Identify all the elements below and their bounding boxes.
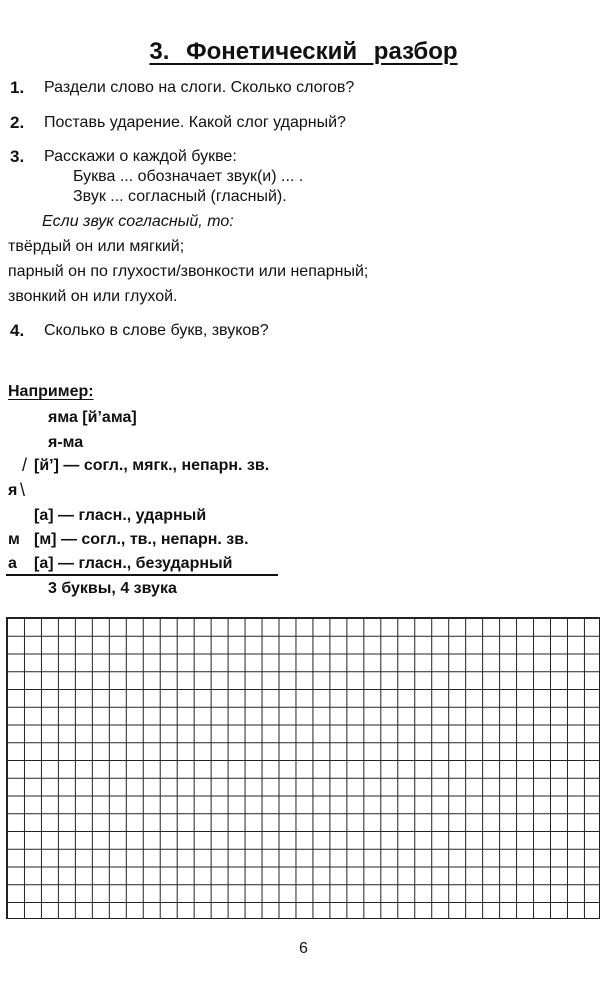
question-number: 4. [10, 321, 25, 340]
page-number: 6 [299, 940, 308, 957]
analysis-row-letter: м [8, 531, 20, 548]
analysis-row-letter: а [8, 555, 17, 572]
question-text: Раздели слово на слоги. Сколько слогов? [44, 79, 355, 96]
branch-backslash-icon: \ [20, 480, 26, 500]
question-text: Поставь ударение. Какой слог ударный? [44, 114, 346, 131]
question-text: Расскажи о каждой букве: [44, 148, 237, 165]
page-title: 3. Фонетический разбор [149, 38, 458, 65]
example-summary: 3 буквы, 4 звука [48, 580, 177, 597]
question-number: 1. [10, 78, 25, 97]
divider-rule [6, 574, 278, 576]
analysis-row-text: [а] — гласн., ударный [34, 507, 207, 524]
sound-line: Звук ... согласный (гласный). [73, 188, 287, 205]
if-consonant-line: Если звук согласный, то: [42, 213, 234, 230]
question-text: Сколько в слове букв, звуков? [44, 322, 269, 339]
question-number: 3. [10, 147, 25, 166]
writing-grid[interactable] [6, 617, 600, 919]
question-number: 2. [10, 113, 25, 132]
example-word: яма [й’ама] [48, 409, 137, 426]
consonant-prop: парный он по глухости/звонкости или непарный; [8, 263, 369, 280]
letter-line: Буква ... обозначает звук(и) ... . [73, 168, 304, 185]
example-heading: Например: [8, 383, 94, 400]
example-syllables: я-ма [48, 434, 84, 451]
analysis-row-text: [м] — согл., тв., непарн. зв. [34, 531, 249, 548]
analysis-row-text: [й’] — согл., мягк., непарн. зв. [34, 457, 270, 474]
branch-slash-icon: / [22, 455, 28, 475]
consonant-prop: твёрдый он или мягкий; [8, 238, 185, 255]
consonant-prop: звонкий он или глухой. [8, 288, 178, 305]
analysis-row-letter: я [8, 482, 18, 499]
analysis-row-text: [а] — гласн., безударный [34, 555, 233, 572]
